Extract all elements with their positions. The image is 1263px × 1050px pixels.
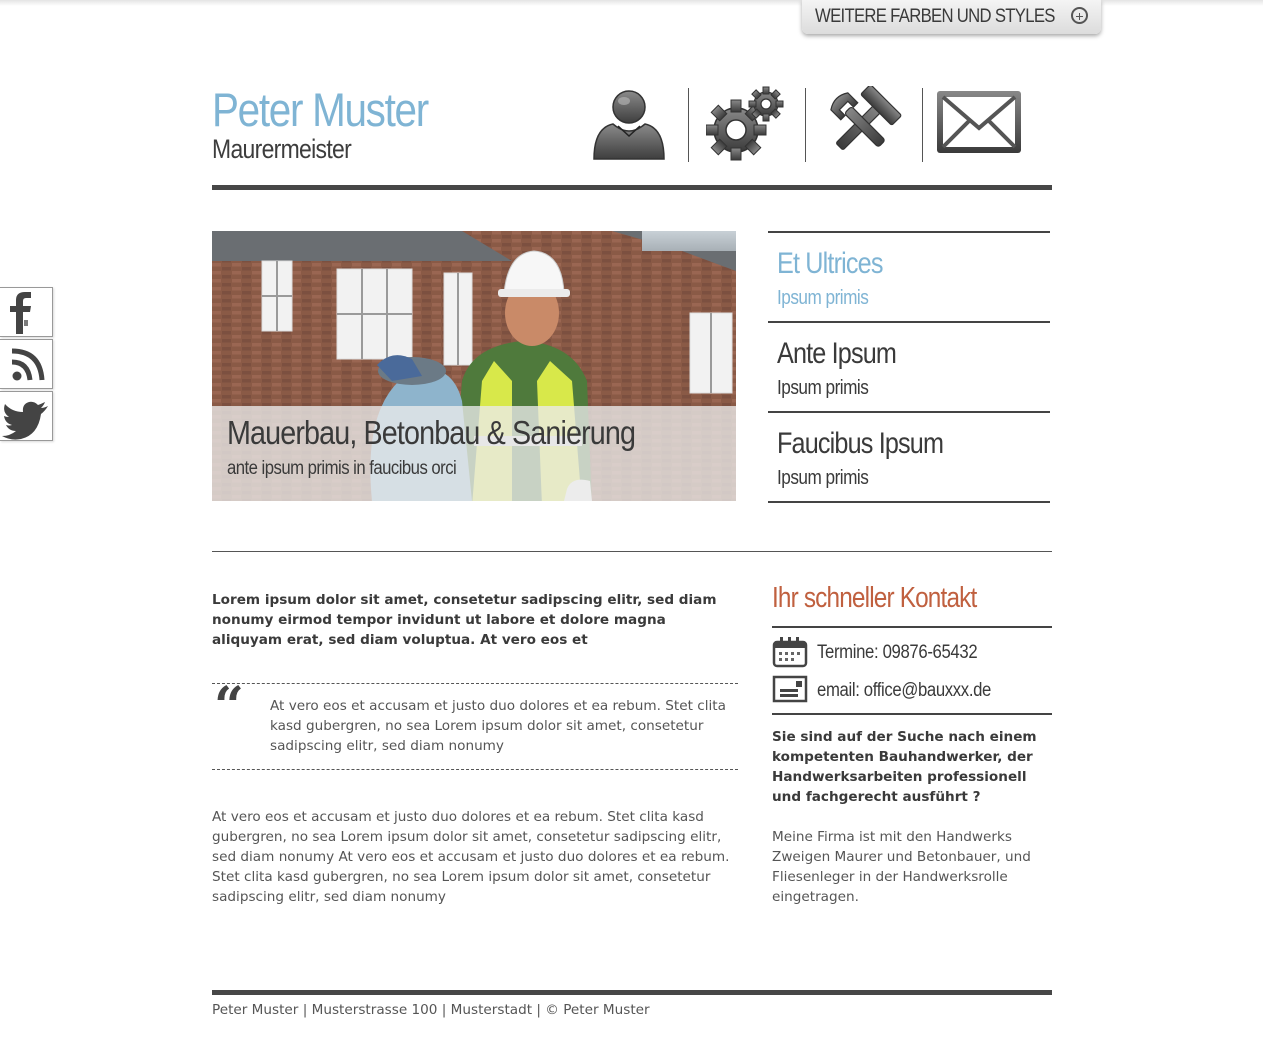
side-item-title: Ante Ipsum bbox=[777, 337, 897, 370]
hero-subtitle: ante ipsum primis in faucibus orci bbox=[227, 458, 457, 479]
side-item-subtitle: Ipsum primis bbox=[777, 377, 869, 399]
contact-body: Meine Firma ist mit den Handwerks Zweigen Maurer und Betonbauer, und Fliesenleger in der Handwerksrolle eingetragen. bbox=[772, 829, 1031, 905]
contact-rule bbox=[772, 626, 1052, 628]
tools-icon bbox=[822, 86, 902, 162]
hero-banner bbox=[212, 231, 736, 501]
site-subtitle: Maurermeister bbox=[212, 134, 352, 164]
plus-circle-icon bbox=[1071, 7, 1088, 24]
quote-mark: “ bbox=[214, 676, 244, 737]
nav-separator bbox=[805, 88, 806, 162]
contact-phone: Termine: 09876-65432 bbox=[817, 642, 978, 663]
contact-rule bbox=[772, 713, 1052, 715]
twitter-button[interactable] bbox=[0, 391, 53, 441]
contact-title: Ihr schneller Kontakt bbox=[772, 582, 977, 614]
side-item-title: Faucibus Ipsum bbox=[777, 427, 944, 460]
side-item-ante-ipsum[interactable] bbox=[768, 321, 1050, 411]
side-item-subtitle: Ipsum primis bbox=[777, 467, 869, 489]
body-paragraph: At vero eos et accusam et justo duo dolores et ea rebum. Stet clita kasd gubergren, no sea Lorem ipsum dolor sit amet, consetetur sadipscing elitr, sed diam nonumy At vero eos et accusam et justo duo dolores et ea rebum. Stet clita kasd gubergren, no sea Lorem ipsum dolor sit amet, consetetur sadipscing elitr, sed diam nonumy bbox=[212, 809, 730, 905]
site-title[interactable]: Peter Muster bbox=[212, 83, 428, 136]
side-menu bbox=[768, 231, 1050, 503]
footer-text: Peter Muster | Musterstrasse 100 | Musterstadt | © Peter Muster bbox=[212, 1002, 650, 1018]
blockquote bbox=[212, 676, 738, 770]
lead-paragraph: Lorem ipsum dolor sit amet, consetetur sadipscing elitr, sed diam nonumy eirmod tempor invidunt ut labore et dolore magna aliquyam erat, sed diam voluptua. At vero eos et bbox=[212, 592, 717, 648]
person-icon bbox=[591, 86, 667, 162]
facebook-icon bbox=[0, 288, 52, 338]
facebook-button[interactable] bbox=[0, 287, 53, 337]
content-divider bbox=[212, 551, 1052, 552]
footer-rule bbox=[212, 990, 1052, 995]
gears-icon bbox=[706, 86, 786, 162]
nav-person-button[interactable] bbox=[591, 86, 667, 162]
hero-caption bbox=[212, 406, 736, 501]
nav-mail-button[interactable] bbox=[934, 86, 1024, 162]
side-item-subtitle: Ipsum primis bbox=[777, 287, 869, 309]
rss-icon bbox=[0, 340, 52, 390]
mail-icon bbox=[934, 86, 1024, 162]
twitter-icon bbox=[0, 392, 52, 442]
hero-title: Mauerbau, Betonbau & Sanierung bbox=[227, 414, 636, 451]
side-item-et-ultrices[interactable] bbox=[768, 231, 1050, 321]
header-rule bbox=[212, 185, 1052, 190]
contact-lead: Sie sind auf der Suche nach einem kompetenten Bauhandwerker, der Handwerksarbeiten professionell und fachgerecht ausführt ? bbox=[772, 729, 1037, 805]
rss-button[interactable] bbox=[0, 339, 53, 389]
calendar-icon bbox=[772, 636, 808, 668]
quote-text: At vero eos et accusam et justo duo dolores et ea rebum. Stet clita kasd gubergren, no sea Lorem ipsum dolor sit amet, consetetur sadipscing elitr, sed diam nonumy bbox=[270, 698, 726, 754]
side-item-faucibus-ipsum[interactable] bbox=[768, 411, 1050, 503]
nav-separator bbox=[922, 88, 923, 162]
nav-separator bbox=[688, 88, 689, 162]
contact-email: email: office@bauxxx.de bbox=[817, 680, 992, 701]
more-styles-label: WEITERE FARBEN UND STYLES bbox=[815, 6, 1055, 27]
nav-gears-button[interactable] bbox=[706, 86, 786, 162]
address-card-icon bbox=[772, 674, 808, 704]
side-item-title: Et Ultrices bbox=[777, 247, 883, 280]
nav-tools-button[interactable] bbox=[822, 86, 902, 162]
more-styles-tab[interactable] bbox=[802, 0, 1101, 34]
